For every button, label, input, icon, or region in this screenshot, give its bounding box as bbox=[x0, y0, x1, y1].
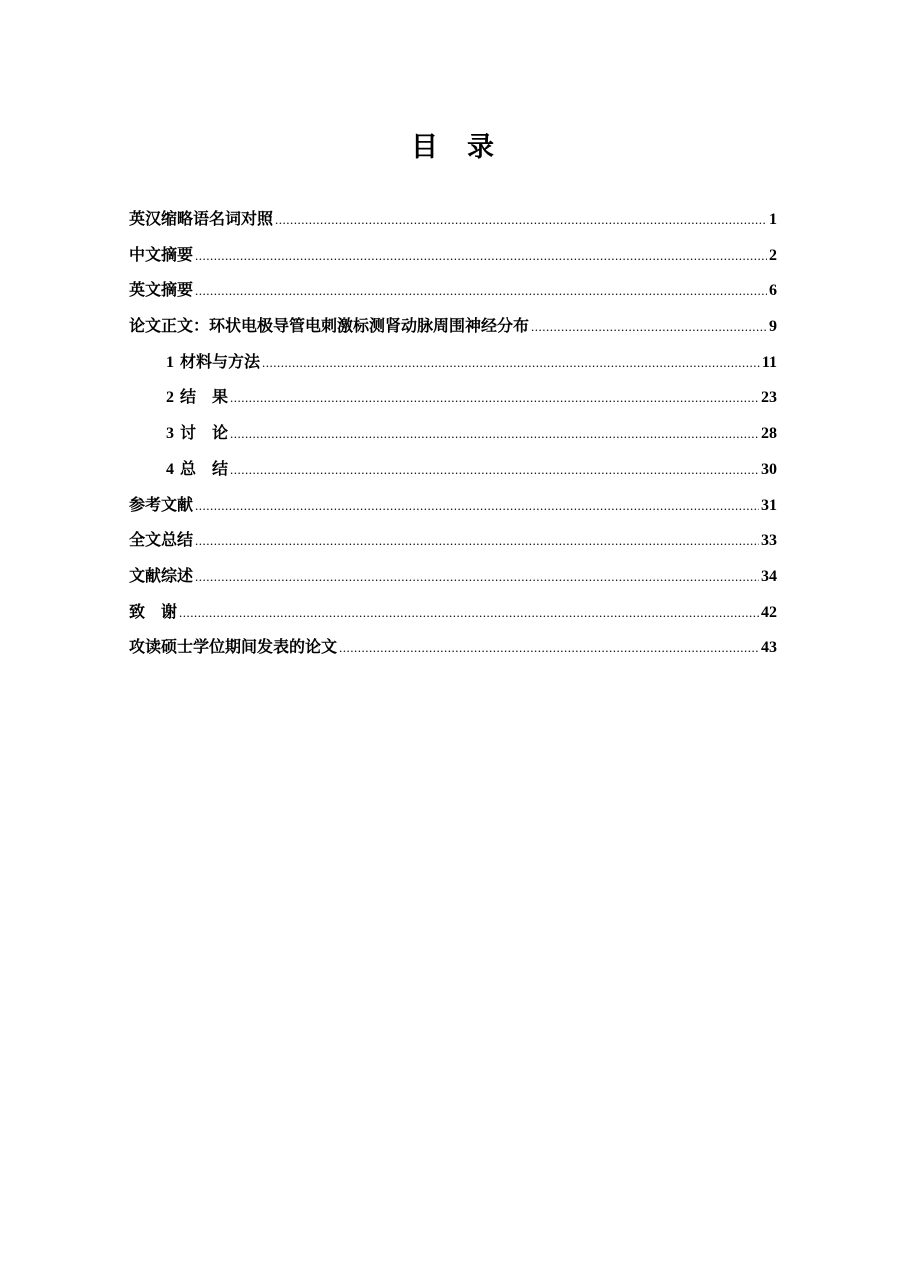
toc-entry-number: 2 bbox=[166, 389, 174, 407]
toc-entry-label: 全文总结 bbox=[129, 530, 194, 550]
toc-entry-methods[interactable] bbox=[129, 349, 777, 385]
toc-title: 目 录 bbox=[411, 132, 495, 163]
toc-entry-page: 9 bbox=[769, 318, 777, 336]
toc-entry-chinese-abstract[interactable] bbox=[129, 242, 777, 278]
toc-leader-dots bbox=[275, 212, 767, 228]
toc-leader-dots bbox=[531, 319, 767, 335]
toc-entry-page: 34 bbox=[761, 567, 777, 585]
toc-entry-results[interactable] bbox=[129, 384, 777, 420]
toc-entry-summary[interactable] bbox=[129, 527, 777, 563]
toc-leader-dots bbox=[195, 283, 767, 299]
toc-leader-dots bbox=[195, 498, 759, 514]
toc-entry-label: 攻读硕士学位期间发表的论文 bbox=[129, 637, 338, 657]
toc-entry-label: 英文摘要 bbox=[129, 280, 194, 300]
toc-entry-page: 23 bbox=[761, 389, 777, 407]
toc-entry-label: 讨 论 bbox=[180, 423, 229, 443]
toc-entry-number: 3 bbox=[166, 425, 174, 443]
toc-entry-publications[interactable] bbox=[129, 634, 777, 670]
toc-entry-abbreviations[interactable] bbox=[129, 206, 777, 242]
toc-entry-references[interactable] bbox=[129, 492, 777, 528]
toc-entry-page: 1 bbox=[769, 211, 777, 228]
toc-leader-dots bbox=[230, 390, 759, 406]
toc-entry-page: 42 bbox=[761, 603, 777, 621]
toc-leader-dots bbox=[339, 640, 759, 656]
toc-entry-acknowledgements[interactable] bbox=[129, 599, 777, 635]
toc-entry-page: 11 bbox=[761, 353, 777, 371]
toc-entry-label: 中文摘要 bbox=[129, 244, 194, 264]
toc-entry-label: 参考文献 bbox=[129, 494, 194, 514]
toc-entry-label: 致 谢 bbox=[129, 601, 178, 621]
toc-leader-dots bbox=[195, 533, 759, 549]
toc-entry-label: 英汉缩略语名词对照 bbox=[129, 209, 274, 228]
toc-entry-label: 结 果 bbox=[180, 387, 229, 407]
toc-entry-page: 31 bbox=[761, 496, 777, 514]
toc-entry-page: 33 bbox=[761, 532, 777, 550]
toc-entry-number: 4 bbox=[166, 460, 174, 478]
toc-entry-label: 总 结 bbox=[180, 458, 229, 478]
toc-entry-discussion[interactable] bbox=[129, 420, 777, 456]
toc-entry-number: 1 bbox=[166, 353, 174, 371]
toc-entry-page: 28 bbox=[761, 425, 777, 443]
toc-leader-dots bbox=[262, 355, 760, 371]
toc-entry-review[interactable] bbox=[129, 563, 777, 599]
toc-entry-label: 文献综述 bbox=[129, 565, 194, 585]
toc-entry-english-abstract[interactable] bbox=[129, 277, 777, 313]
toc-entry-page: 43 bbox=[761, 639, 777, 657]
toc-leader-dots bbox=[195, 248, 767, 264]
toc-leader-dots bbox=[179, 605, 759, 621]
toc-list bbox=[129, 206, 777, 670]
toc-entry-page: 6 bbox=[769, 282, 777, 300]
toc-entry-page: 30 bbox=[761, 460, 777, 478]
toc-leader-dots bbox=[230, 426, 759, 442]
toc-entry-label: 材料与方法 bbox=[180, 351, 261, 371]
toc-leader-dots bbox=[230, 462, 759, 478]
toc-entry-main-text[interactable] bbox=[129, 313, 777, 349]
toc-leader-dots bbox=[195, 569, 759, 585]
toc-entry-label: 论文正文：环状电极导管电刺激标测肾动脉周围神经分布 bbox=[129, 316, 530, 336]
toc-entry-conclusion[interactable] bbox=[129, 456, 777, 492]
toc-entry-page: 2 bbox=[769, 246, 777, 264]
